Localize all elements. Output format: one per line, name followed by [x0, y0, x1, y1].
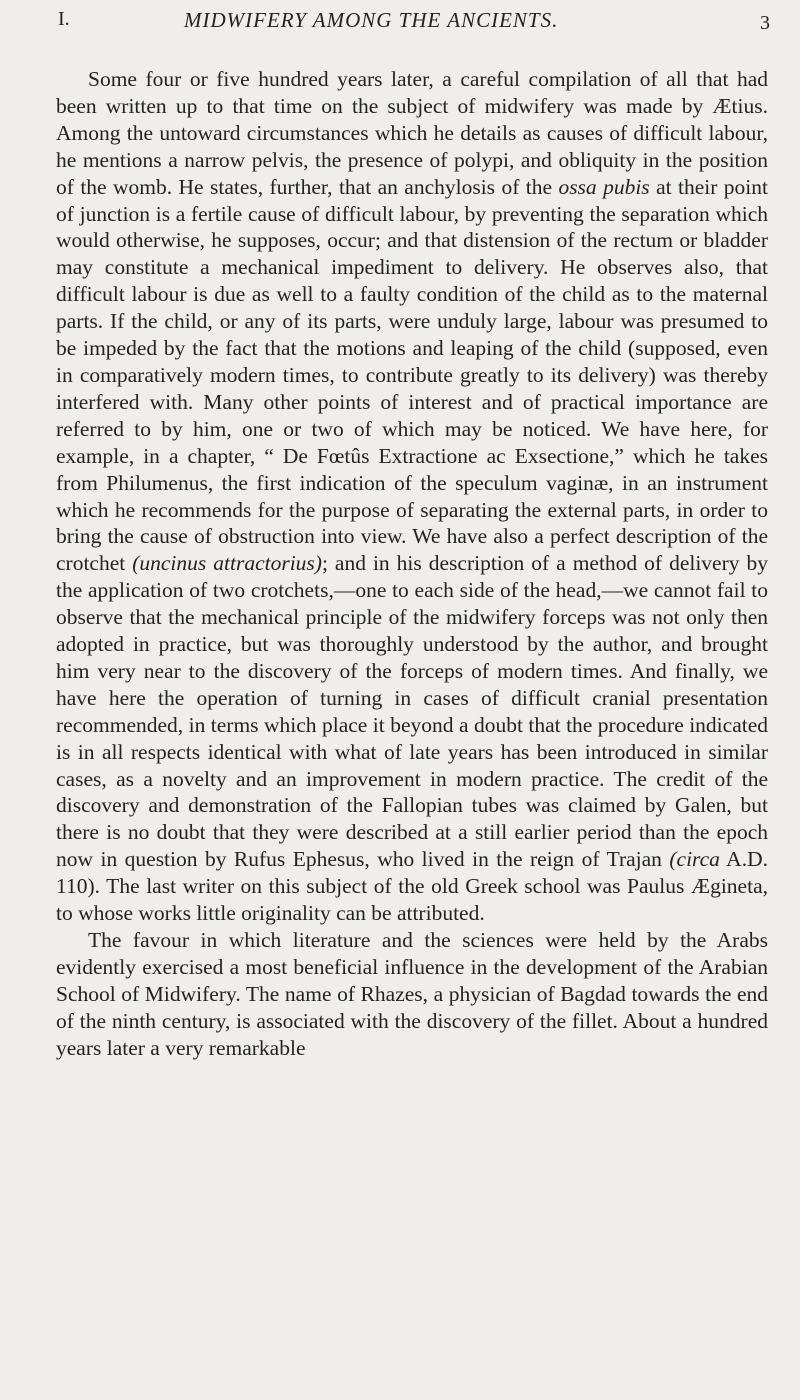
p1-text-1: Some four or five hundred years later, a careful compilation of all that had been written up to that time on the subject of midwifery was made by Ætius. Among the untoward circumstances which he details as causes of difficult labour, he mentions a narrow pelvis, the presence of polypi, and obliquity in the position of the womb. He states, further, that an anchylosis of the: [56, 67, 768, 199]
p1-text-4: A.D. 110). The last writer on this subject of the old Greek school was Paulus Ægineta, to whose works little originality can be attributed.: [56, 847, 768, 926]
p1-text-3: ; and in his description of a method of delivery by the application of two crotchets,—one to each side of the head,—we cannot fail to observe that the mechanical principle of the midwifery forceps was not only then adopted in practice, but was thoroughly understood by the author, and brought him very near to the discovery of the forceps of modern times. And finally, we have here the operation of turning in cases of difficult cranial presentation recommended, in terms which place it beyond a doubt that the procedure indicated is in all respects identical with what of late years has been introduced in similar cases, as a novelty and an improvement in modern practice. The credit of the discovery and demonstration of the Fallopian tubes was claimed by Galen, but there is no doubt that they were described at a still earlier period than the epoch now in question by Rufus Ephesus, who lived in the reign of Trajan: [56, 551, 768, 872]
page-number: 3: [760, 12, 770, 34]
running-title: MIDWIFERY AMONG THE ANCIENTS.: [184, 8, 559, 32]
p1-italic-circa: (circa: [669, 847, 720, 872]
page-header: [58, 2, 770, 36]
paragraph-2: [56, 927, 768, 1062]
paragraph-1: [56, 66, 768, 927]
body-text: [56, 66, 768, 1062]
p1-text-2: at their point of junction is a fertile cause of difficult labour, by preventing the separation which would otherwise, he supposes, occur; and that distension of the rectum or bladder may constitute a mechanical impediment to delivery. He observes also, that difficult labour is due as well to a faulty condition of the child as to the maternal parts. If the child, or any of its parts, were unduly large, labour was presumed to be impeded by the fact that the motions and leaping of the child (supposed, even in comparatively modern times, to contribute greatly to its delivery) was thereby interfered with. Many other points of interest and of practical importance are referred to by him, one or two of which may be noticed. We have here, for example, in a chapter, “ De Fœtûs Extractione ac Exsectione,” which he takes from Philumenus, the first indication of the speculum vaginæ, in an instrument which he recommends for the purpose of separating the external parts, in order to bring the cause of obstruction into view. We have also a perfect description of the crotchet: [56, 174, 768, 576]
chapter-number: I.: [58, 8, 70, 30]
p1-italic-ossa-pubis: ossa pubis: [558, 174, 650, 199]
p1-italic-uncinus: (uncinus attractorius): [132, 551, 322, 576]
p2-text-1: The favour in which literature and the sciences were held by the Arabs evidently exercised a most beneficial influence in the development of the Arabian School of Midwifery. The name of Rhazes, a physician of Bagdad towards the end of the ninth century, is associated with the discovery of the fillet. About a hundred years later a very remarkable: [56, 928, 768, 1060]
